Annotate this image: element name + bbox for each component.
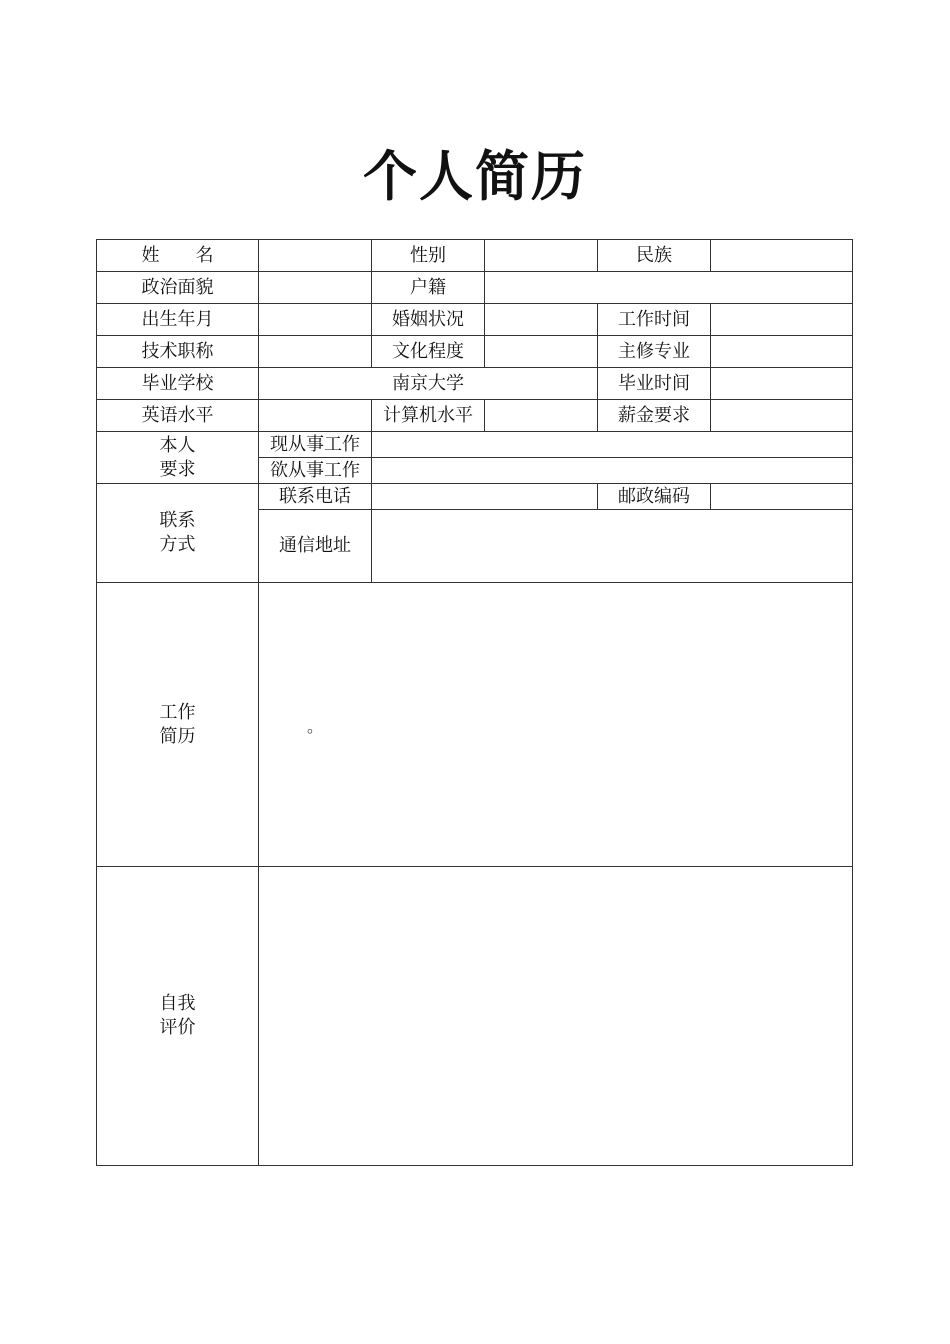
row-current-work <box>97 432 853 458</box>
self-eval-field[interactable] <box>259 867 853 1166</box>
tech-title-label: 技术职称 <box>97 336 259 368</box>
requirements-label-line1: 本人 <box>159 434 196 456</box>
work-history-label-line1: 工作 <box>159 701 196 723</box>
marital-label: 婚姻状况 <box>372 304 485 336</box>
row-title <box>97 336 853 368</box>
postcode-label: 邮政编码 <box>598 484 711 510</box>
row-english <box>97 400 853 432</box>
row-phone <box>97 484 853 510</box>
gradtime-field[interactable] <box>711 368 853 400</box>
education-field[interactable] <box>485 336 598 368</box>
marital-field[interactable] <box>485 304 598 336</box>
gender-label: 性别 <box>372 240 485 272</box>
ethnicity-label: 民族 <box>598 240 711 272</box>
political-label: 政治面貌 <box>97 272 259 304</box>
education-label: 文化程度 <box>372 336 485 368</box>
name-label: 姓 名 <box>97 240 259 272</box>
phone-field[interactable] <box>372 484 598 510</box>
postcode-field[interactable] <box>711 484 853 510</box>
hukou-field[interactable] <box>485 272 853 304</box>
school-field[interactable]: 南京大学 <box>259 368 598 400</box>
contact-label-line1: 联系 <box>159 510 196 531</box>
work-history-content: 。 <box>307 717 324 736</box>
requirements-label-line2: 要求 <box>159 458 196 480</box>
worktime-field[interactable] <box>711 304 853 336</box>
desired-work-label: 欲从事工作 <box>259 458 372 484</box>
contact-label <box>97 484 259 583</box>
row-work-history <box>97 583 853 867</box>
political-field[interactable] <box>259 272 372 304</box>
major-label: 主修专业 <box>598 336 711 368</box>
row-school <box>97 368 853 400</box>
resume-table <box>96 239 853 1166</box>
requirements-label <box>97 432 259 484</box>
hukou-label: 户籍 <box>372 272 485 304</box>
work-history-label <box>97 583 259 867</box>
salary-field[interactable] <box>711 400 853 432</box>
page-title: 个人简历 <box>363 144 587 208</box>
tech-title-field[interactable] <box>259 336 372 368</box>
desired-work-field[interactable] <box>372 458 853 484</box>
current-work-label: 现从事工作 <box>259 432 372 458</box>
gradtime-label: 毕业时间 <box>598 368 711 400</box>
row-birth <box>97 304 853 336</box>
phone-label: 联系电话 <box>259 484 372 510</box>
salary-label: 薪金要求 <box>598 400 711 432</box>
computer-field[interactable] <box>485 400 598 432</box>
birth-label: 出生年月 <box>97 304 259 336</box>
current-work-field[interactable] <box>372 432 853 458</box>
ethnicity-field[interactable] <box>711 240 853 272</box>
english-label: 英语水平 <box>97 400 259 432</box>
birth-field[interactable] <box>259 304 372 336</box>
self-eval-label-line1: 自我 <box>159 993 196 1014</box>
row-self-eval <box>97 867 853 1166</box>
computer-label: 计算机水平 <box>372 400 485 432</box>
major-field[interactable] <box>711 336 853 368</box>
address-field[interactable] <box>372 510 853 583</box>
school-label: 毕业学校 <box>97 368 259 400</box>
work-history-field[interactable] <box>259 583 853 867</box>
worktime-label: 工作时间 <box>598 304 711 336</box>
contact-label-line2: 方式 <box>159 534 196 555</box>
row-name <box>97 240 853 272</box>
gender-field[interactable] <box>485 240 598 272</box>
english-field[interactable] <box>259 400 372 432</box>
work-history-label-line2: 简历 <box>159 725 196 747</box>
address-label: 通信地址 <box>259 510 372 583</box>
self-eval-label-line2: 评价 <box>159 1017 196 1038</box>
name-field[interactable] <box>259 240 372 272</box>
self-eval-label <box>97 867 259 1166</box>
row-political <box>97 272 853 304</box>
